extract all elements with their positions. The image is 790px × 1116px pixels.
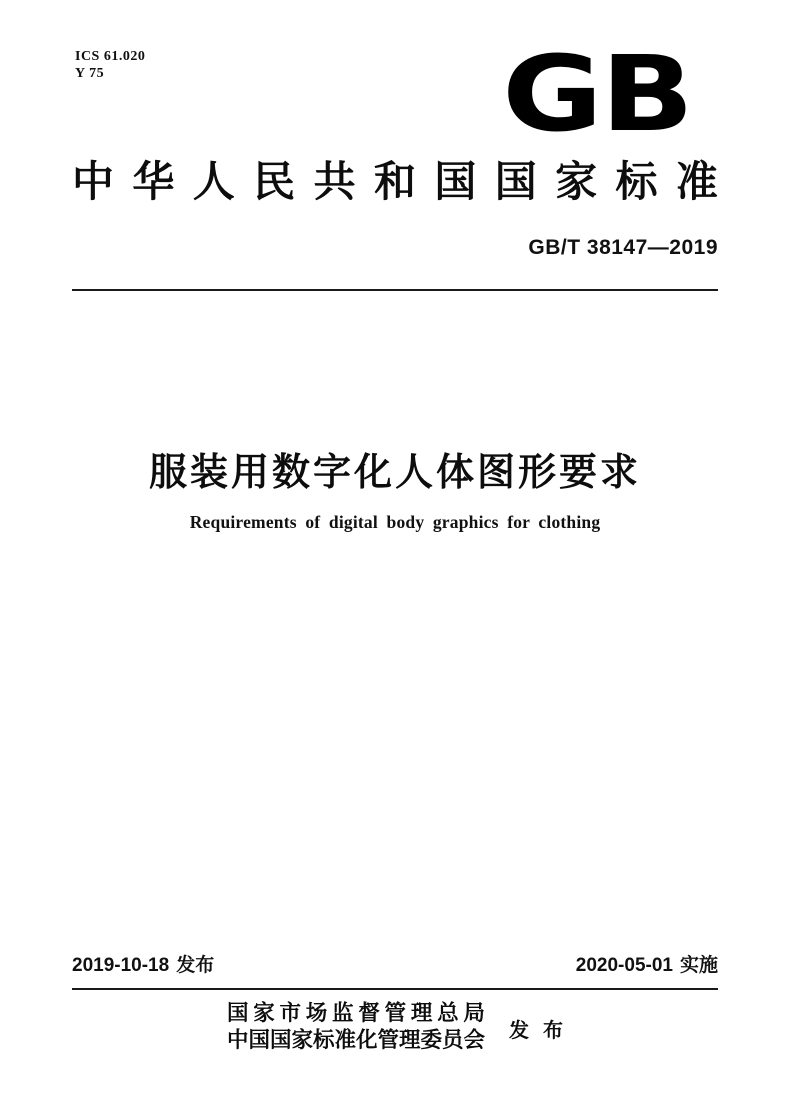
issue-date: 2019-10-18: [72, 955, 170, 976]
footer-divider: [72, 988, 718, 990]
document-title-chinese: 服装用数字化人体图形要求: [148, 452, 641, 494]
issuer-line-1: 国 家 市 场 监 督 管 理 总 局: [226, 1001, 485, 1025]
publish-label: 发 布: [509, 1019, 563, 1042]
standard-number: GB/T 38147—2019: [528, 236, 718, 259]
implement-date: 2020-05-01: [575, 955, 673, 976]
dates-row: [72, 950, 718, 977]
gb-logo: [502, 33, 692, 155]
classification-code: Y 75: [75, 66, 105, 81]
implement-date-item: [576, 950, 718, 977]
issuer-line-2: 中国国家标准化管理委员会: [226, 1028, 485, 1052]
issue-date-item: [72, 950, 214, 977]
issuer-names: [227, 1000, 485, 1054]
implement-label: 实施: [679, 955, 718, 976]
gb-logo-letters: GB: [502, 33, 692, 155]
issuer-row: [0, 1000, 790, 1054]
ics-code: ICS 61.020: [75, 49, 146, 64]
document-title-english: Requirements of digital body graphics for clothing: [189, 512, 601, 532]
national-standard-heading: 中 华 人 民 共 和 国 国 家 标 准: [72, 160, 718, 206]
issue-label: 发布: [176, 955, 215, 976]
ics-block: [75, 48, 145, 82]
header-divider: [72, 289, 718, 291]
